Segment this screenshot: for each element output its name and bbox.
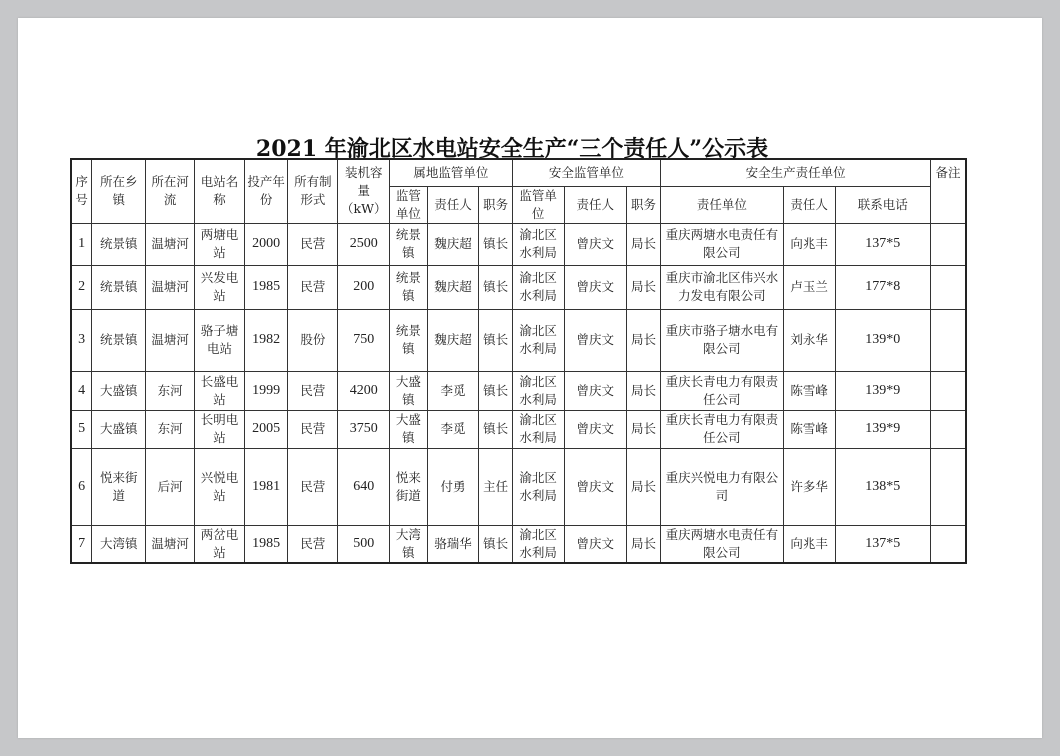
cell-river: 温塘河 <box>146 525 195 563</box>
header-prod-person: 责任人 <box>783 186 835 223</box>
header-local-unit: 监管单位 <box>390 186 427 223</box>
cell-capacity: 4200 <box>338 371 390 410</box>
header-town: 所在乡镇 <box>92 159 146 223</box>
cell-river: 后河 <box>146 448 195 525</box>
cell-local-person: 李觅 <box>427 410 479 448</box>
cell-seq: 7 <box>71 525 92 563</box>
cell-prod-person: 刘永华 <box>783 309 835 371</box>
cell-prod-person: 许多华 <box>783 448 835 525</box>
cell-year: 1982 <box>244 309 288 371</box>
header-capacity: 装机容量（kW） <box>338 159 390 223</box>
cell-prod-unit: 重庆市骆子塘水电有限公司 <box>661 309 784 371</box>
header-safety-group: 安全监管单位 <box>512 159 660 186</box>
cell-station: 兴悦电站 <box>195 448 245 525</box>
cell-prod-unit: 重庆兴悦电力有限公司 <box>661 448 784 525</box>
cell-river: 温塘河 <box>146 223 195 265</box>
cell-local-unit: 统景镇 <box>390 223 427 265</box>
cell-year: 2005 <box>244 410 288 448</box>
cell-local-unit: 统景镇 <box>390 265 427 309</box>
cell-remark <box>931 265 966 309</box>
cell-seq: 1 <box>71 223 92 265</box>
header-station: 电站名称 <box>195 159 245 223</box>
header-local-title: 职务 <box>479 186 512 223</box>
cell-safety-unit: 渝北区水利局 <box>512 410 564 448</box>
cell-remark <box>931 410 966 448</box>
cell-town: 大盛镇 <box>92 371 146 410</box>
cell-prod-person: 陈雪峰 <box>783 410 835 448</box>
cell-safety-person: 曾庆文 <box>564 309 626 371</box>
cell-ownership: 民营 <box>288 265 338 309</box>
cell-local-person: 魏庆超 <box>427 309 479 371</box>
cell-prod-person: 向兆丰 <box>783 223 835 265</box>
cell-prod-person: 卢玉兰 <box>783 265 835 309</box>
cell-safety-unit: 渝北区水利局 <box>512 309 564 371</box>
cell-local-person: 魏庆超 <box>427 265 479 309</box>
cell-remark <box>931 309 966 371</box>
cell-river: 东河 <box>146 410 195 448</box>
cell-prod-phone: 177*8 <box>835 265 931 309</box>
header-safety-person: 责任人 <box>564 186 626 223</box>
cell-safety-title: 局长 <box>626 525 660 563</box>
cell-safety-person: 曾庆文 <box>564 448 626 525</box>
cell-prod-phone: 139*0 <box>835 309 931 371</box>
cell-ownership: 民营 <box>288 525 338 563</box>
cell-local-person: 李觅 <box>427 371 479 410</box>
cell-capacity: 500 <box>338 525 390 563</box>
cell-prod-phone: 137*5 <box>835 223 931 265</box>
cell-ownership: 民营 <box>288 448 338 525</box>
cell-local-person: 付勇 <box>427 448 479 525</box>
cell-local-person: 魏庆超 <box>427 223 479 265</box>
cell-capacity: 750 <box>338 309 390 371</box>
cell-ownership: 股份 <box>288 309 338 371</box>
cell-prod-person: 向兆丰 <box>783 525 835 563</box>
cell-local-title: 镇长 <box>479 309 512 371</box>
table-row <box>71 223 966 265</box>
cell-ownership: 民营 <box>288 410 338 448</box>
cell-station: 兴发电站 <box>195 265 245 309</box>
cell-remark <box>931 371 966 410</box>
cell-seq: 6 <box>71 448 92 525</box>
cell-town: 悦来街道 <box>92 448 146 525</box>
header-prod-group: 安全生产责任单位 <box>661 159 931 186</box>
cell-safety-unit: 渝北区水利局 <box>512 223 564 265</box>
cell-safety-unit: 渝北区水利局 <box>512 371 564 410</box>
header-ownership: 所有制形式 <box>288 159 338 223</box>
table-row <box>71 448 966 525</box>
cell-town: 统景镇 <box>92 223 146 265</box>
cell-prod-phone: 139*9 <box>835 371 931 410</box>
header-remark: 备注 <box>931 159 966 223</box>
cell-prod-unit: 重庆两塘水电责任有限公司 <box>661 223 784 265</box>
page-title: 2021 年渝北区水电站安全生产“三个责任人”公示表 <box>255 136 769 162</box>
cell-safety-person: 曾庆文 <box>564 265 626 309</box>
table-row <box>71 410 966 448</box>
cell-ownership: 民营 <box>288 371 338 410</box>
cell-local-unit: 大盛镇 <box>390 410 427 448</box>
header-river: 所在河流 <box>146 159 195 223</box>
cell-remark <box>931 448 966 525</box>
cell-safety-person: 曾庆文 <box>564 410 626 448</box>
header-safety-unit: 监管单位 <box>512 186 564 223</box>
table-row <box>71 525 966 563</box>
cell-station: 两塘电站 <box>195 223 245 265</box>
table-row <box>71 309 966 371</box>
cell-prod-phone: 138*5 <box>835 448 931 525</box>
cell-town: 统景镇 <box>92 309 146 371</box>
cell-safety-title: 局长 <box>626 223 660 265</box>
responsibility-table <box>70 158 967 564</box>
cell-safety-person: 曾庆文 <box>564 223 626 265</box>
cell-prod-unit: 重庆市渝北区伟兴水力发电有限公司 <box>661 265 784 309</box>
cell-local-title: 镇长 <box>479 371 512 410</box>
cell-local-unit: 大盛镇 <box>390 371 427 410</box>
cell-local-title: 镇长 <box>479 265 512 309</box>
cell-safety-person: 曾庆文 <box>564 525 626 563</box>
cell-safety-title: 局长 <box>626 309 660 371</box>
cell-river: 温塘河 <box>146 309 195 371</box>
cell-local-unit: 统景镇 <box>390 309 427 371</box>
cell-safety-unit: 渝北区水利局 <box>512 448 564 525</box>
cell-prod-unit: 重庆长青电力有限责任公司 <box>661 371 784 410</box>
cell-river: 东河 <box>146 371 195 410</box>
cell-local-title: 镇长 <box>479 525 512 563</box>
cell-seq: 4 <box>71 371 92 410</box>
cell-local-title: 主任 <box>479 448 512 525</box>
table-row <box>71 371 966 410</box>
cell-local-person: 骆瑞华 <box>427 525 479 563</box>
cell-year: 1981 <box>244 448 288 525</box>
cell-year: 1985 <box>244 525 288 563</box>
header-prod-unit: 责任单位 <box>661 186 784 223</box>
cell-local-title: 镇长 <box>479 223 512 265</box>
cell-safety-title: 局长 <box>626 448 660 525</box>
cell-remark <box>931 525 966 563</box>
cell-prod-phone: 137*5 <box>835 525 931 563</box>
cell-safety-title: 局长 <box>626 371 660 410</box>
cell-prod-unit: 重庆长青电力有限责任公司 <box>661 410 784 448</box>
cell-station: 长明电站 <box>195 410 245 448</box>
cell-capacity: 640 <box>338 448 390 525</box>
cell-seq: 3 <box>71 309 92 371</box>
cell-seq: 2 <box>71 265 92 309</box>
cell-seq: 5 <box>71 410 92 448</box>
cell-river: 温塘河 <box>146 265 195 309</box>
cell-town: 大盛镇 <box>92 410 146 448</box>
cell-capacity: 3750 <box>338 410 390 448</box>
cell-capacity: 200 <box>338 265 390 309</box>
cell-station: 长盛电站 <box>195 371 245 410</box>
cell-station: 骆子塘电站 <box>195 309 245 371</box>
header-seq: 序号 <box>71 159 92 223</box>
cell-remark <box>931 223 966 265</box>
header-local-person: 责任人 <box>427 186 479 223</box>
cell-local-unit: 悦来街道 <box>390 448 427 525</box>
cell-safety-unit: 渝北区水利局 <box>512 265 564 309</box>
cell-safety-title: 局长 <box>626 410 660 448</box>
table-row <box>71 265 966 309</box>
cell-station: 两岔电站 <box>195 525 245 563</box>
cell-safety-unit: 渝北区水利局 <box>512 525 564 563</box>
cell-local-unit: 大湾镇 <box>390 525 427 563</box>
cell-year: 1999 <box>244 371 288 410</box>
cell-safety-title: 局长 <box>626 265 660 309</box>
cell-prod-phone: 139*9 <box>835 410 931 448</box>
cell-year: 1985 <box>244 265 288 309</box>
cell-ownership: 民营 <box>288 223 338 265</box>
cell-capacity: 2500 <box>338 223 390 265</box>
cell-town: 统景镇 <box>92 265 146 309</box>
header-year: 投产年份 <box>244 159 288 223</box>
cell-town: 大湾镇 <box>92 525 146 563</box>
cell-safety-person: 曾庆文 <box>564 371 626 410</box>
cell-prod-person: 陈雪峰 <box>783 371 835 410</box>
header-prod-phone: 联系电话 <box>835 186 931 223</box>
header-local-group: 属地监管单位 <box>390 159 513 186</box>
cell-prod-unit: 重庆两塘水电责任有限公司 <box>661 525 784 563</box>
header-safety-title: 职务 <box>626 186 660 223</box>
cell-year: 2000 <box>244 223 288 265</box>
cell-local-title: 镇长 <box>479 410 512 448</box>
